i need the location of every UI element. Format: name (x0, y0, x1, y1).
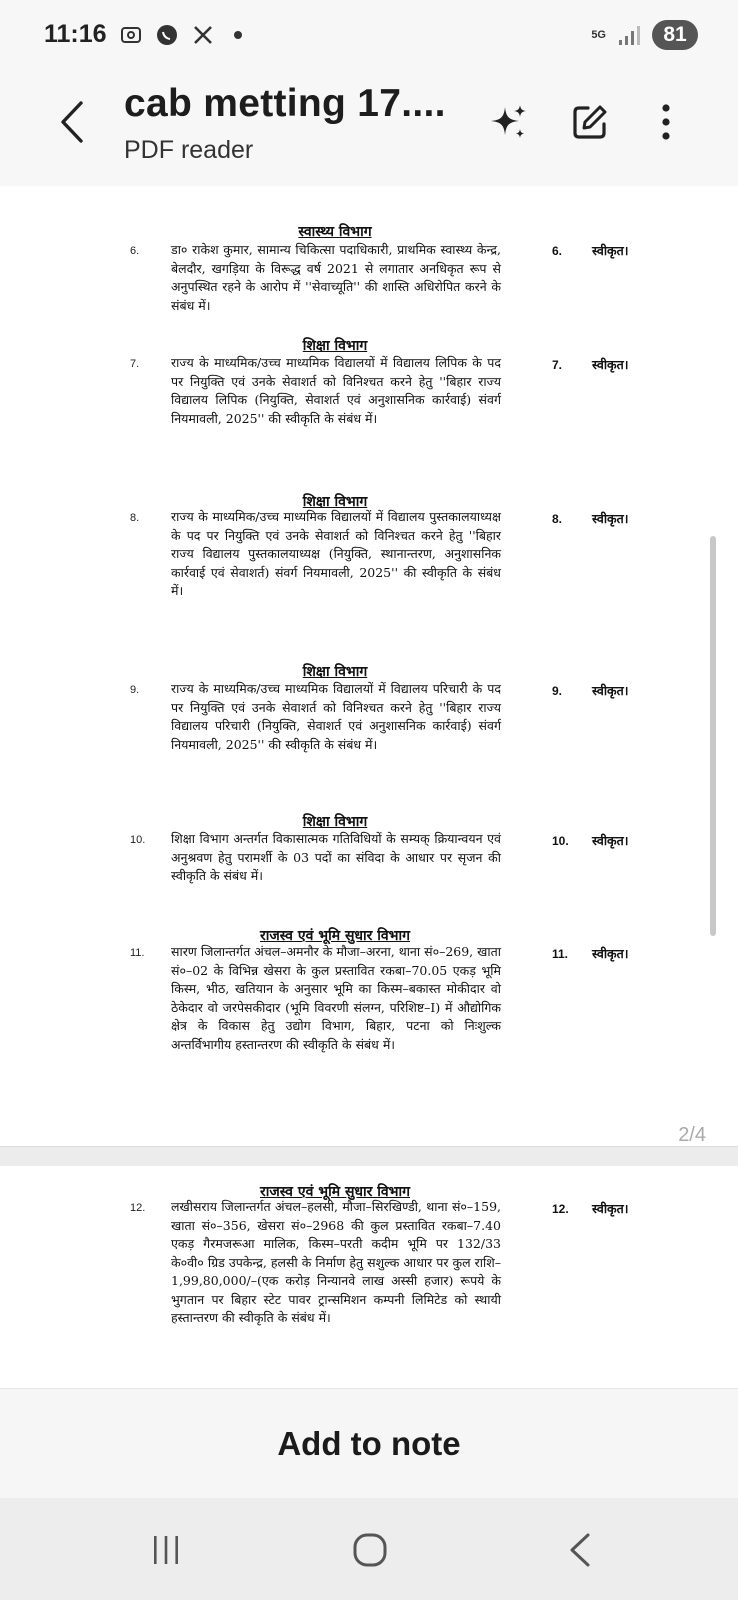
page-separator (0, 1146, 738, 1166)
item-description: सारण जिलान्तर्गत अंचल–अमनौर के मौजा–अरना, थाना सं०–269, खाता सं०–02 के विभिन्न खेसरा के कुल प्रस्तावित रकबा–70.05 एकड़ भूमि किस्म, भीठ, खतियान के अनुसार भूमि का किस्म–बकास्त मोकीदार वो ठेकेदार वो जरपेसकीदार (भूमि विवरणी संलग्न, परिशिष्ट–I) में औद्योगिक क्षेत्र के विकास हेतु उद्योग विभाग, बिहार, पटना को निःशुल्क अन्तर्विभागीय हस्तान्तरण की स्वीकृति के संबंध में। (171, 944, 501, 1052)
whatsapp-icon (154, 22, 180, 48)
decision-number: 7. (552, 358, 563, 372)
department-heading: राजस्व एवं भूमि सुधार विभाग (259, 1184, 411, 1200)
more-vertical-icon (660, 102, 672, 142)
sparkle-icon (487, 101, 529, 143)
page-indicator: 2/4 (678, 1124, 706, 1146)
pdf-viewer[interactable] (0, 186, 738, 1388)
home-button[interactable] (346, 1528, 394, 1572)
battery-level: 81 (652, 20, 698, 50)
decision-status: स्वीकृत। (592, 1201, 629, 1216)
chevron-left-icon (57, 99, 87, 145)
pdf-page (0, 1166, 738, 1388)
department-heading: शिक्षा विभाग (302, 494, 368, 510)
item-description: शिक्षा विभाग अन्तर्गत विकासात्मक गतिविधियों के सम्यक् क्रियान्वयन एवं अनुश्रवण हेतु परामर्शी के 03 पदों का संविदा के आधार पर सृजन की स्वीकृति के संबंध में। (171, 831, 501, 883)
decision-status: स्वीकृत। (592, 357, 629, 372)
system-navigation-bar (0, 1498, 738, 1600)
item-number: 10. (130, 834, 146, 846)
screenshot-icon (118, 22, 144, 48)
more-notifications-dot-icon (234, 31, 242, 39)
item-number: 12. (130, 1202, 146, 1214)
app-subtitle: PDF reader (124, 136, 254, 164)
item-description: राज्य के माध्यमिक/उच्च माध्यमिक विद्यालयों में विद्यालय लिपिक के पद पर नियुक्ति एवं उनके सेवाशर्त को विनिश्चत करने हेतु ''बिहार राज्य विद्यालय लिपिक (नियुक्ति, सेवाशर्त एवं अनुशासनिक कार्रवाई) संवर्ग नियमावली, 2025'' की स्वीकृति के संबंध में। (171, 355, 501, 426)
back-button[interactable] (50, 94, 94, 150)
more-options-button[interactable] (640, 96, 692, 148)
department-heading: शिक्षा विभाग (302, 814, 368, 830)
add-to-note-bar (0, 1388, 738, 1498)
decision-number: 10. (552, 834, 569, 848)
home-icon (350, 1530, 390, 1570)
item-number: 6. (130, 245, 140, 257)
signal-icon (616, 22, 642, 48)
department-heading: शिक्षा विभाग (302, 664, 368, 680)
edit-button[interactable] (564, 96, 616, 148)
recent-apps-icon (149, 1533, 183, 1567)
decision-number: 12. (552, 1202, 569, 1216)
app-bar (0, 72, 738, 186)
department-heading: स्वास्थ्य विभाग (298, 224, 372, 240)
notification-icons (118, 22, 242, 48)
item-number: 9. (130, 684, 140, 696)
department-heading: शिक्षा विभाग (302, 338, 368, 354)
system-icons (591, 20, 698, 50)
back-arrow-icon (566, 1532, 594, 1568)
item-number: 7. (130, 358, 140, 370)
network-type: 5G (591, 28, 606, 41)
ai-assist-button[interactable] (482, 96, 534, 148)
scrollbar[interactable] (710, 536, 716, 936)
item-description: डा० राकेश कुमार, सामान्य चिकित्सा पदाधिकारी, प्राथमिक स्वास्थ्य केन्द्र, बेलदौर, खगड़िया के विरूद्ध वर्ष 2021 से लगातार अनधिकृत रूप से अनुपस्थित रहने के आरोप में ''सेवाच्यूति'' की शास्ति अधिरोपित करने के संबंध में। (171, 242, 501, 313)
department-heading: राजस्व एवं भूमि सुधार विभाग (259, 928, 411, 944)
decision-status: स्वीकृत। (592, 833, 629, 848)
document-title: cab metting 17.... (124, 82, 446, 125)
item-number: 11. (130, 947, 145, 959)
edit-icon (570, 102, 610, 142)
decision-status: स्वीकृत। (592, 946, 629, 961)
add-to-note-button[interactable]: Add to note (277, 1424, 461, 1462)
item-number: 8. (130, 512, 140, 524)
decision-number: 6. (552, 244, 563, 258)
x-icon (190, 22, 216, 48)
decision-status: स्वीकृत। (592, 511, 629, 526)
system-back-button[interactable] (556, 1528, 604, 1572)
pdf-page (0, 186, 738, 1146)
recent-apps-button[interactable] (142, 1528, 190, 1572)
decision-status: स्वीकृत। (592, 243, 629, 258)
decision-number: 11. (552, 947, 569, 961)
decision-status: स्वीकृत। (592, 683, 629, 698)
status-bar (0, 0, 738, 72)
decision-number: 9. (552, 684, 563, 698)
item-description: राज्य के माध्यमिक/उच्च माध्यमिक विद्यालयों में विद्यालय पुस्तकालयाध्यक्ष के पद पर नियुक्ति एवं उनके सेवाशर्त को विनिश्चत करने हेतु ''बिहार राज्य विद्यालय पुस्तकालयाध्यक्ष (नियुक्ति, स्थानान्तरण, अनुशासनिक कार्रवाई एवं सेवाशर्त) संवर्ग नियमावली, 2025'' की स्वीकृति के संबंध में। (171, 509, 501, 598)
decision-number: 8. (552, 512, 563, 526)
item-description: राज्य के माध्यमिक/उच्च माध्यमिक विद्यालयों में विद्यालय परिचारी के पद पर नियुक्ति एवं उनके सेवाशर्त को विनिश्चत करने हेतु ''बिहार राज्य विद्यालय परिचारी (नियुक्ति, सेवाशर्त एवं अनुशासनिक कार्रवाई) संवर्ग नियमावली, 2025'' की स्वीकृति के संबंध में। (171, 681, 501, 752)
item-description: लखीसराय जिलान्तर्गत अंचल–हलसी, मौजा–सिरखिण्डी, थाना सं०–159, खाता सं०–356, खेसरा सं०–2968 की कुल प्रस्तावित रकबा–7.40 एकड़ गैरमजरूआ मालिक, किस्म–परती कदीम भूमि पर 132/33 के०वी० ग्रिड उपकेन्द्र, हलसी के निर्माण हेतु सशुल्क आधार पर कुल राशि–1,99,80,000/–(एक करोड़ निन्यानवे लाख अस्सी हजार) रूपये के भुगतान पर बिहार स्टेट पावर ट्रान्समिशन कम्पनी लिमिटेड को स्थायी हस्तान्तरण की स्वीकृति के संबंध में। (171, 1199, 501, 1325)
status-time: 11:16 (44, 20, 107, 48)
